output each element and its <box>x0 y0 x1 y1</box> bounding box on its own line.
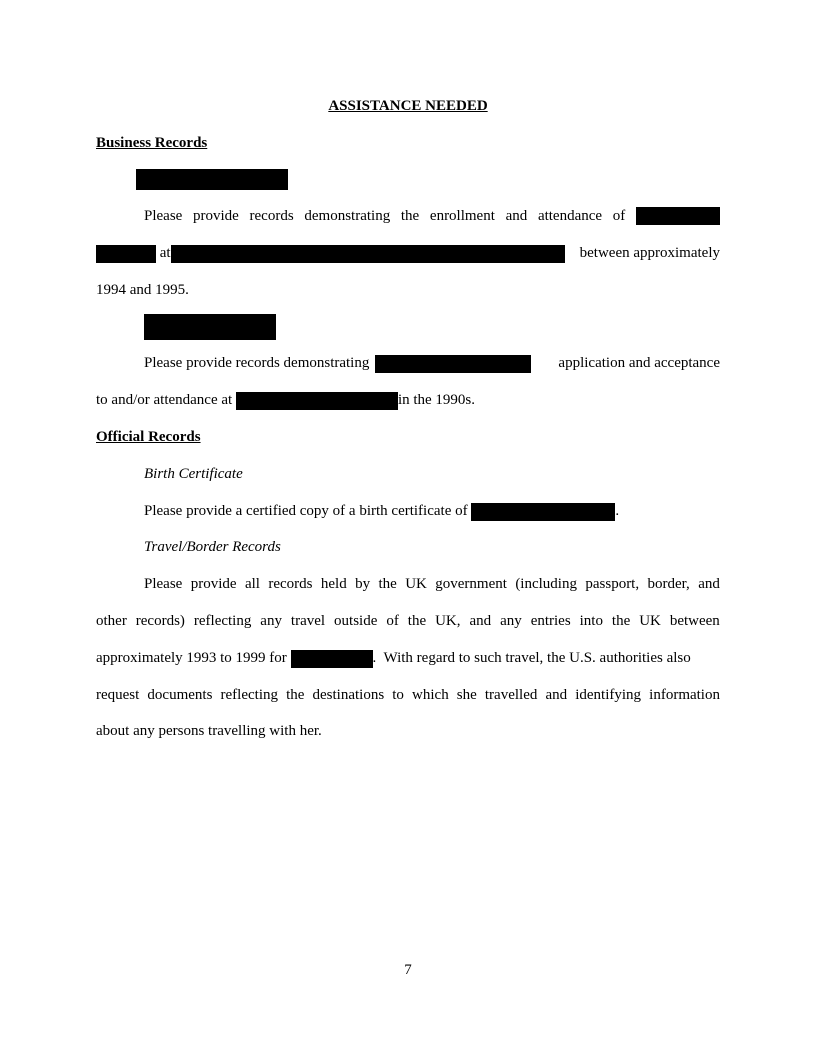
travel-word: request <box>96 687 140 703</box>
travel-line1 <box>144 573 720 595</box>
travel-line3 <box>96 647 720 669</box>
travel-word: destinations <box>312 687 385 703</box>
travel-word: records) <box>135 613 185 629</box>
travel-line2 <box>96 610 720 632</box>
para1-word: records <box>249 208 294 224</box>
travel-word: to <box>392 687 404 703</box>
official-records-heading-text: Official Records <box>96 429 201 445</box>
para2-end: application and acceptance <box>558 355 720 371</box>
travel-line5: about any persons travelling with her. <box>96 723 322 739</box>
para2-line2 <box>96 389 720 411</box>
official-records-heading <box>96 426 720 448</box>
para1-between: between approximately <box>579 245 720 261</box>
travel-word: the <box>378 576 397 592</box>
para1-word: attendance <box>537 208 603 224</box>
travel-word: she <box>456 687 477 703</box>
travel-line3-start: approximately 1993 to 1999 for <box>96 650 287 666</box>
travel-word: and <box>698 576 720 592</box>
travel-word: (including <box>515 576 577 592</box>
redaction-block <box>96 245 156 263</box>
travel-word: the <box>611 613 631 629</box>
para1-word: of <box>612 208 626 224</box>
redaction-block <box>136 169 288 190</box>
travel-word: any <box>500 613 522 629</box>
para1-line2 <box>96 242 720 264</box>
travel-word: and <box>469 613 492 629</box>
redaction-block <box>236 392 398 410</box>
birth-certificate-heading: Birth Certificate <box>144 466 243 482</box>
travel-word: passport, <box>585 576 640 592</box>
para1-word: demonstrating <box>304 208 391 224</box>
page-number: 7 <box>404 962 412 978</box>
para1-line1 <box>144 205 720 227</box>
travel-word: and <box>545 687 568 703</box>
redaction-block <box>171 245 565 263</box>
travel-word: the <box>407 613 427 629</box>
travel-word: all <box>244 576 260 592</box>
birth-certificate-line <box>144 500 720 522</box>
para1-line3: 1994 and 1995. <box>96 282 189 298</box>
para1-word: provide <box>193 208 239 224</box>
travel-word: government <box>435 576 507 592</box>
travel-word: UK <box>639 613 661 629</box>
travel-word: the <box>286 687 305 703</box>
travel-word: reflecting <box>220 687 278 703</box>
travel-word: travel <box>290 613 326 629</box>
para1-word: the <box>400 208 420 224</box>
travel-word: travelled <box>484 687 538 703</box>
travel-word: held <box>320 576 347 592</box>
travel-word: information <box>649 687 720 703</box>
travel-word: records <box>268 576 313 592</box>
travel-word: by <box>355 576 371 592</box>
para1-at: at <box>159 245 171 261</box>
travel-word: provide <box>190 576 237 592</box>
business-records-heading-text: Business Records <box>96 135 208 151</box>
travel-word: UK, <box>435 613 461 629</box>
travel-word: border, <box>647 576 690 592</box>
travel-line4 <box>96 684 720 706</box>
birth-certificate-text: Please provide a certified copy of a birth certificate of <box>144 503 468 519</box>
para1-word: Please <box>144 208 183 224</box>
para2-line2-end: in the 1990s. <box>397 392 476 408</box>
redaction-block <box>291 650 373 668</box>
redaction-block <box>144 314 276 340</box>
travel-word: UK <box>405 576 427 592</box>
para1-word: and <box>505 208 528 224</box>
travel-border-heading: Travel/Border Records <box>144 539 281 555</box>
travel-word: Please <box>144 576 183 592</box>
redaction-block <box>636 207 720 225</box>
para2-line2-start: to and/or attendance at <box>96 392 233 408</box>
travel-word: into <box>579 613 603 629</box>
travel-word: other <box>96 613 127 629</box>
redaction-block <box>471 503 615 521</box>
travel-line3-end: . With regard to such travel, the U.S. authorities also <box>372 650 691 666</box>
para1-word: enrollment <box>429 208 495 224</box>
para2-start: Please provide records demonstrating <box>144 355 370 371</box>
travel-word: identifying <box>575 687 642 703</box>
para2-line1 <box>144 352 720 374</box>
travel-word: between <box>669 613 720 629</box>
travel-word: which <box>412 687 449 703</box>
business-records-heading <box>96 132 720 154</box>
travel-word: entries <box>530 613 571 629</box>
travel-word: documents <box>147 687 213 703</box>
redaction-block <box>375 355 531 373</box>
travel-word: of <box>386 613 399 629</box>
travel-word: outside <box>334 613 378 629</box>
travel-word: reflecting <box>193 613 252 629</box>
page-title: ASSISTANCE NEEDED <box>328 98 488 114</box>
travel-word: any <box>260 613 282 629</box>
birth-period: . <box>615 503 620 519</box>
